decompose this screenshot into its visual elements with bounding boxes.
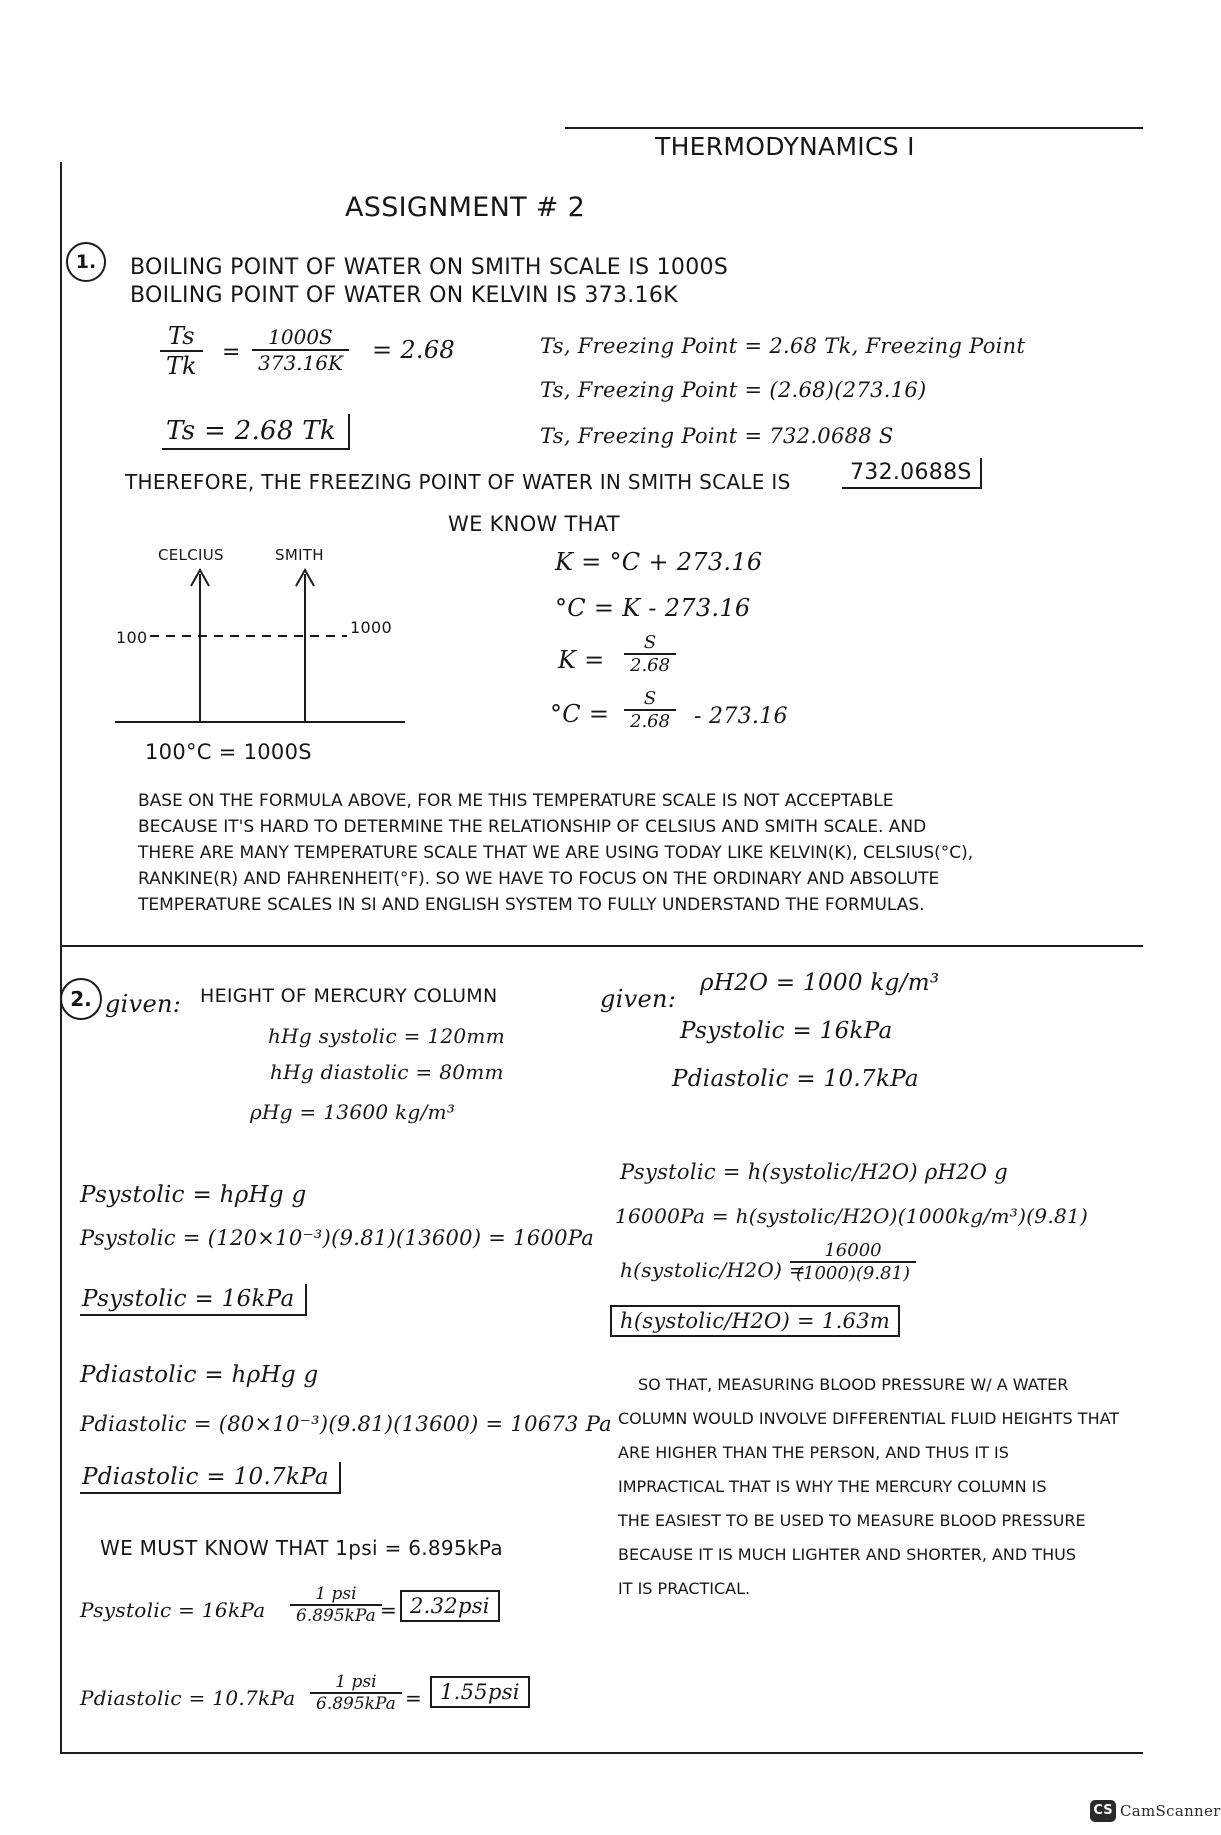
systolic-step-1: Psystolic = hρHg g [80,1182,307,1208]
conversion-k-s-lhs: K = [558,646,605,674]
conversion-c-s-tail: - 273.16 [694,704,788,729]
ratio-values: $\frac{1000S}{373.16K}$ [252,325,349,375]
psi-systolic-result: 2.32psi [400,1590,500,1622]
water-step-3: h(systolic/H2O) = [620,1258,806,1282]
psi-diastolic-result: 1.55psi [430,1676,530,1708]
statement-line-1: BOILING POINT OF WATER ON SMITH SCALE IS 1000S [130,255,729,280]
camscanner-logo-icon: CS [1090,1800,1116,1822]
explanation-line: IMPRACTICAL THAT IS WHY THE MERCURY COLUMN IS [618,1477,1047,1496]
diastolic-step-1: Pdiastolic = hρHg g [80,1362,319,1388]
conversion-k-c: K = °C + 273.16 [555,548,763,576]
water-step-2: 16000Pa = h(systolic/H2O)(1000kg/m³)(9.81) [615,1204,1089,1228]
given-rho-water: ρH2O = 1000 kg/m³ [700,970,940,996]
discussion-line: THERE ARE MANY TEMPERATURE SCALE THAT WE ARE USING TODAY LIKE KELVIN(K), CELSIUS(°C), [138,843,974,863]
relation-ts-tk: Ts = 2.68 Tk [162,414,350,450]
left-margin-line [60,162,62,1752]
freezing-step-2: Ts, Freezing Point = (2.68)(273.16) [540,378,927,402]
conversion-k-s-frac: $\frac{S}{2.68}$ [624,632,676,676]
conversion-c-s-frac: $\frac{S}{2.68}$ [624,688,676,732]
conclusion-text: THEREFORE, THE FREEZING POINT OF WATER IN SMITH SCALE IS [125,470,791,494]
given-title: HEIGHT OF MERCURY COLUMN [200,985,498,1007]
psi-note: WE MUST KNOW THAT 1psi = 6.895kPa [100,1536,503,1560]
given-p-diastolic: Pdiastolic = 10.7kPa [672,1066,919,1092]
given-label-left: given: [105,990,182,1018]
freezing-step-3: Ts, Freezing Point = 732.0688 S [540,424,894,448]
water-frac: $\frac{16000}{(1000)(9.81)}$ [790,1240,916,1284]
ratio-result: = 2.68 [372,336,455,364]
systolic-step-3: Psystolic = 16kPa [80,1284,307,1316]
conclusion-value: 732.0688S [842,458,982,489]
water-result: h(systolic/H2O) = 1.63m [610,1305,900,1337]
we-know-that: WE KNOW THAT [448,512,620,536]
label-celcius: CELCIUS [158,546,224,564]
given-rho-hg: ρHg = 13600 kg/m³ [250,1100,456,1124]
explanation-line: BECAUSE IT IS MUCH LIGHTER AND SHORTER, AND THUS [618,1545,1076,1564]
conversion-c-s-lhs: °C = [550,700,610,728]
psi-diastolic-lhs: Pdiastolic = 10.7kPa [80,1686,296,1710]
water-step-1: Psystolic = h(systolic/H2O) ρH2O g [620,1160,1009,1184]
explanation-line: SO THAT, MEASURING BLOOD PRESSURE W/ A WATER [638,1375,1069,1394]
assignment-title: ASSIGNMENT # 2 [345,192,586,223]
systolic-step-2: Psystolic = (120×10⁻³)(9.81)(13600) = 1600Pa [80,1226,595,1250]
discussion-line: RANKINE(R) AND FAHRENHEIT(°F). SO WE HAVE TO FOCUS ON THE ORDINARY AND ABSOLUTE [138,869,940,889]
ratio-lhs: $\frac{Ts}{Tk}$ [160,322,203,380]
given-h-diastolic: hHg diastolic = 80mm [270,1060,504,1084]
discussion-line: BASE ON THE FORMULA ABOVE, FOR ME THIS TEMPERATURE SCALE IS NOT ACCEPTABLE [138,791,894,811]
problem-2-explanation [618,1368,1119,1606]
camscanner-watermark: CamScanner [1120,1802,1221,1820]
scale-diagram [105,550,425,730]
given-p-systolic: Psystolic = 16kPa [680,1018,893,1044]
explanation-line: IT IS PRACTICAL. [618,1579,751,1598]
psi-diastolic-frac: 1 psi 6.895kPa [310,1672,402,1714]
diagram-caption: 100°C = 1000S [145,740,312,764]
problem-1-discussion [138,788,973,918]
top-border [565,127,1143,129]
psi-systolic-lhs: Psystolic = 16kPa [80,1598,266,1622]
diastolic-step-2: Pdiastolic = (80×10⁻³)(9.81)(13600) = 10673 Pa [80,1412,613,1436]
section-divider [60,945,1143,947]
given-h-systolic: hHg systolic = 120mm [268,1024,505,1048]
tick-1000: 1000 [350,618,392,637]
explanation-line: THE EASIEST TO BE USED TO MEASURE BLOOD PRESSURE [618,1511,1086,1530]
label-smith: SMITH [275,546,324,564]
discussion-line: TEMPERATURE SCALES IN SI AND ENGLISH SYSTEM TO FULLY UNDERSTAND THE FORMULAS. [138,895,925,915]
psi-systolic-frac: 1 psi 6.895kPa [290,1584,382,1626]
psi-systolic-equals: = [380,1598,398,1622]
explanation-line: COLUMN WOULD INVOLVE DIFFERENTIAL FLUID HEIGHTS THAT [618,1409,1120,1428]
tick-100: 100 [116,628,148,647]
problem-1-number: 1. [66,242,106,282]
ratio-equals: = [222,340,241,365]
statement-line-2: BOILING POINT OF WATER ON KELVIN IS 373.16K [130,283,678,308]
explanation-line: ARE HIGHER THAN THE PERSON, AND THUS IT IS [618,1443,1009,1462]
problem-2-number: 2. [60,978,102,1020]
given-label-right: given: [600,985,677,1013]
course-title: THERMODYNAMICS I [655,132,915,161]
discussion-line: BECAUSE IT'S HARD TO DETERMINE THE RELATIONSHIP OF CELSIUS AND SMITH SCALE. AND [138,817,927,837]
bottom-border [60,1752,1143,1754]
diastolic-step-3: Pdiastolic = 10.7kPa [80,1462,341,1494]
conversion-c-k: °C = K - 273.16 [555,594,751,622]
psi-diastolic-equals: = [405,1686,423,1710]
freezing-step-1: Ts, Freezing Point = 2.68 Tk, Freezing Point [540,334,1026,358]
